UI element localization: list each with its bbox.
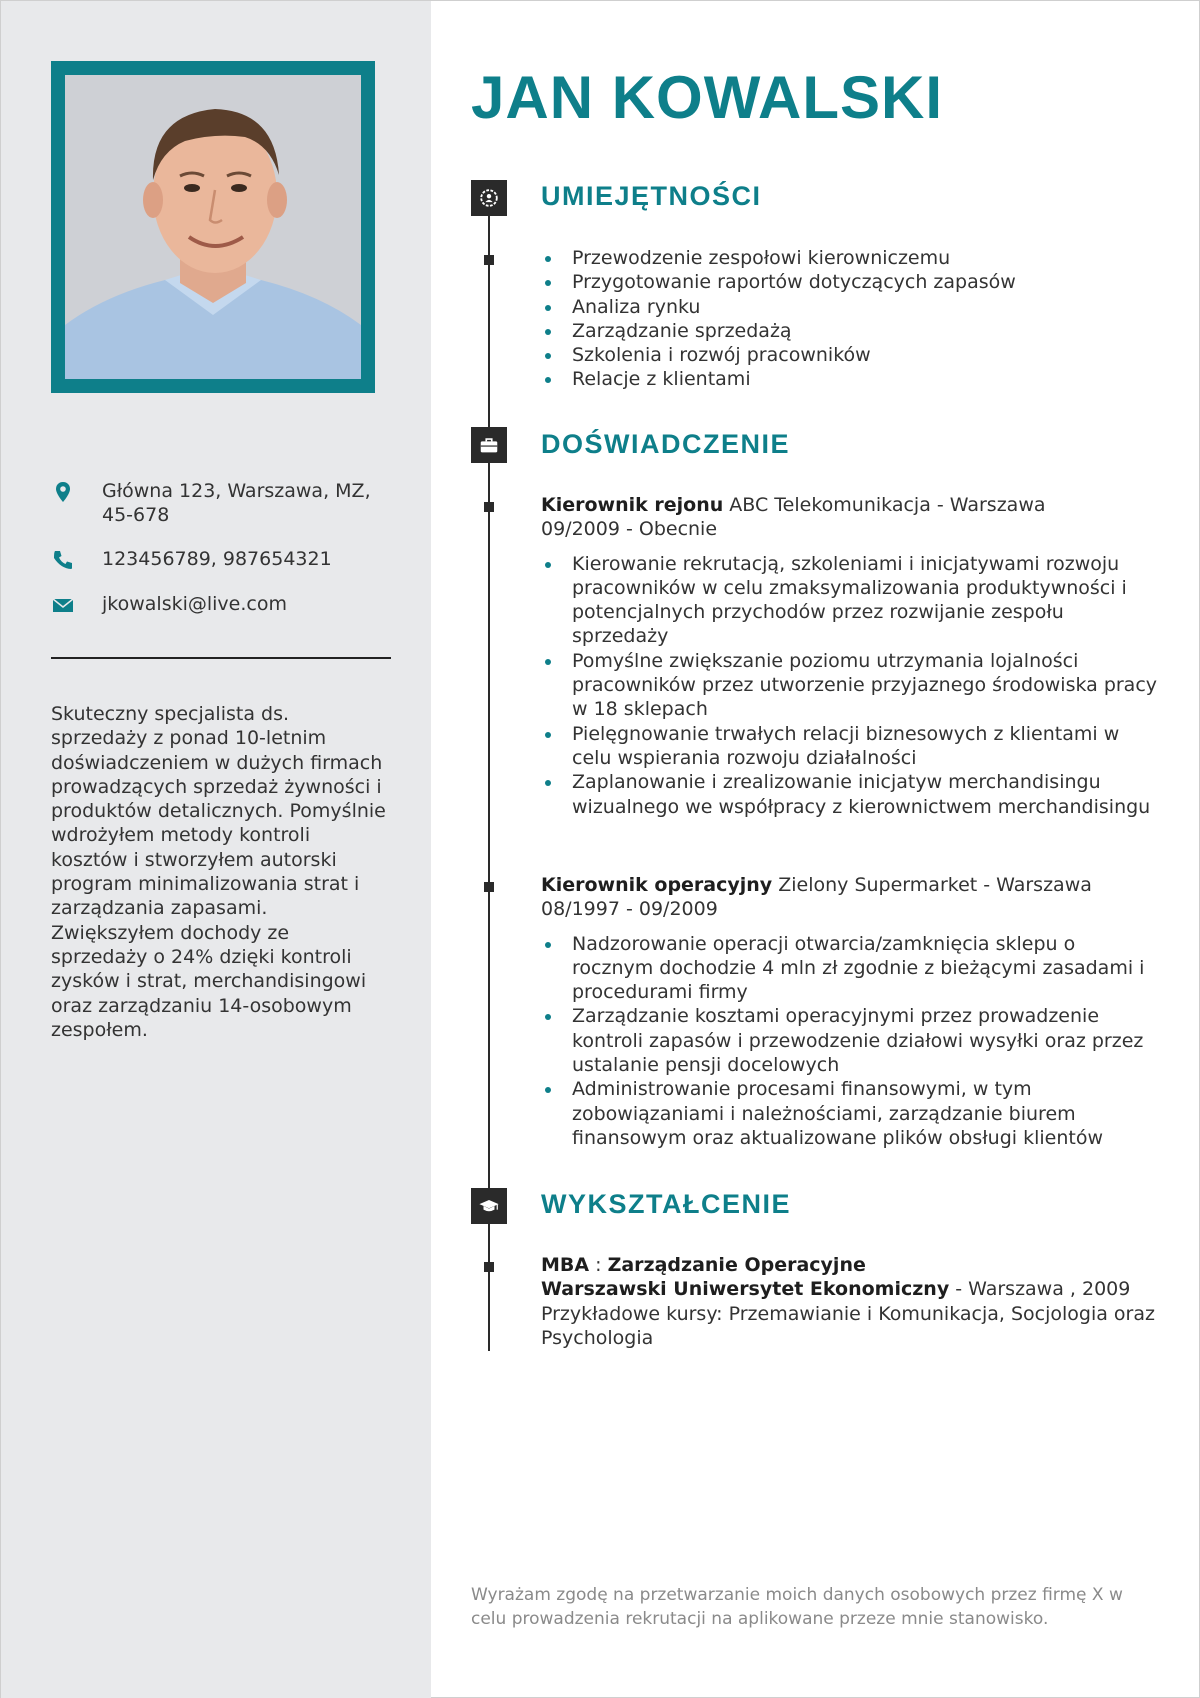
profile-photo <box>65 75 361 379</box>
education-title: WYKSZTAŁCENIE <box>541 1189 791 1219</box>
list-item: Kierowanie rekrutacją, szkoleniami i inicjatywami rozwoju pracowników w celu zmaksymalizowania produktywności i potencjalnych przychodów przez rozwijanie zespołu sprzedaży <box>541 552 1161 649</box>
timeline-line <box>488 197 490 1351</box>
list-item: Zarządzanie kosztami operacyjnymi przez prowadzenie kontroli zapasów i przewodzenie działowi wysyłki oraz przez ustalanie pensji docelowych <box>541 1004 1161 1077</box>
list-item: Pomyślne zwiększanie poziomu utrzymania lojalności pracowników przez utworzenie przyjaznego środowiska pracy w 18 sklepach <box>541 649 1161 722</box>
school-line <box>541 1277 1161 1301</box>
list-item: Nadzorowanie operacji otwarcia/zamknięcia sklepu o rocznym dochodzie 4 mln zł zgodnie z bieżącymi zasadami i procedurami firmy <box>541 932 1161 1005</box>
list-item: Relacje z klientami <box>541 367 1161 391</box>
experience-section-icon <box>471 427 507 463</box>
timeline-node <box>484 255 494 265</box>
contact-email <box>51 592 391 617</box>
list-item: Przewodzenie zespołowi kierowniczemu <box>541 246 1161 270</box>
job-header <box>541 873 1161 897</box>
job-2 <box>541 873 1161 1150</box>
list-item: Administrowanie procesami finansowymi, w tym zobowiązaniami i należnościami, zarządzanie biurem finansowym oraz aktualizowane plików obsługi klientów <box>541 1077 1161 1150</box>
contact-phone <box>51 547 391 572</box>
email-link[interactable]: jkowalski@live.com <box>102 593 287 615</box>
sidebar-divider <box>51 657 391 659</box>
job-duties <box>541 932 1161 1151</box>
degree-line <box>541 1253 1161 1277</box>
job-1 <box>541 493 1161 819</box>
phone-icon <box>51 548 75 572</box>
timeline-node <box>484 882 494 892</box>
list-item: Przygotowanie raportów dotyczących zapasów <box>541 270 1161 294</box>
education-block <box>541 1253 1161 1350</box>
courses: Przykładowe kursy: Przemawianie i Komunikacja, Socjologia oraz Psychologia <box>541 1302 1155 1349</box>
consent-footer: Wyrażam zgodę na przetwarzanie moich danych osobowych przez firmę X w celu prowadzenia rekrutacji na aplikowane przeze mnie stanowisko. <box>471 1585 1123 1629</box>
school-name: Warszawski Uniwersytet Ekonomiczny <box>541 1278 950 1301</box>
degree-separator: : <box>589 1254 608 1276</box>
list-item: Szkolenia i rozwój pracowników <box>541 343 1161 367</box>
skills-title: UMIEJĘTNOŚCI <box>541 181 762 211</box>
address-text: Główna 123, Warszawa, MZ, 45-678 <box>102 480 371 526</box>
experience-title: DOŚWIADCZENIE <box>541 429 790 459</box>
gear-person-icon <box>478 187 500 209</box>
job-dates: 09/2009 - Obecnie <box>541 518 718 541</box>
school-location: - Warszawa , 2009 <box>949 1278 1131 1301</box>
job-role: Kierownik rejonu <box>541 494 724 516</box>
job-dates: 08/1997 - 09/2009 <box>541 898 718 921</box>
job-duties <box>541 552 1161 819</box>
timeline-node <box>484 1262 494 1272</box>
location-pin-icon <box>51 480 75 504</box>
job-role: Kierownik operacyjny <box>541 874 773 896</box>
degree: MBA <box>541 1254 590 1276</box>
degree-field: Zarządzanie Operacyjne <box>607 1254 866 1276</box>
timeline-node <box>484 502 494 512</box>
phone-text: 123456789, 987654321 <box>102 548 332 570</box>
list-item: Analiza rynku <box>541 295 1161 319</box>
list-item: Pielęgnowanie trwałych relacji biznesowych z klientami w celu wspierania rozwoju działalności <box>541 722 1161 771</box>
envelope-icon <box>51 593 75 617</box>
job-company: ABC Telekomunikacja - Warszawa <box>723 494 1046 516</box>
photo-frame <box>51 61 375 393</box>
job-header <box>541 493 1161 517</box>
education-section-icon <box>471 1188 507 1224</box>
list-item: Zarządzanie sprzedażą <box>541 319 1161 343</box>
briefcase-icon <box>478 434 500 456</box>
list-item: Zaplanowanie i zrealizowanie inicjatyw merchandisingu wizualnego we współpracy z kierownictwem merchandisingu <box>541 770 1161 819</box>
sidebar <box>1 1 431 1698</box>
skills-block <box>541 246 1161 392</box>
skills-section-icon <box>471 180 507 216</box>
contact-info <box>51 479 391 637</box>
contact-address <box>51 479 391 527</box>
profile-summary: Skuteczny specjalista ds. sprzedaży z ponad 10-letnim doświadczeniem w dużych firmach prowadzących sprzedaż żywności i produktów detalicznych. Pomyślnie wdrożyłem metody kontroli kosztów i stworzyłem autorski program minimalizowania strat i zarządzania zapasami. Zwiększyłem dochody ze sprzedaży o 24% dzięki kontroli zysków i strat, merchandisingowi oraz zarządzaniu 14-osobowym zespołem. <box>51 703 386 1041</box>
graduation-cap-icon <box>478 1195 500 1217</box>
skills-list <box>541 246 1161 392</box>
job-company: Zielony Supermarket - Warszawa <box>772 874 1092 896</box>
candidate-name: JAN KOWALSKI <box>471 64 944 131</box>
